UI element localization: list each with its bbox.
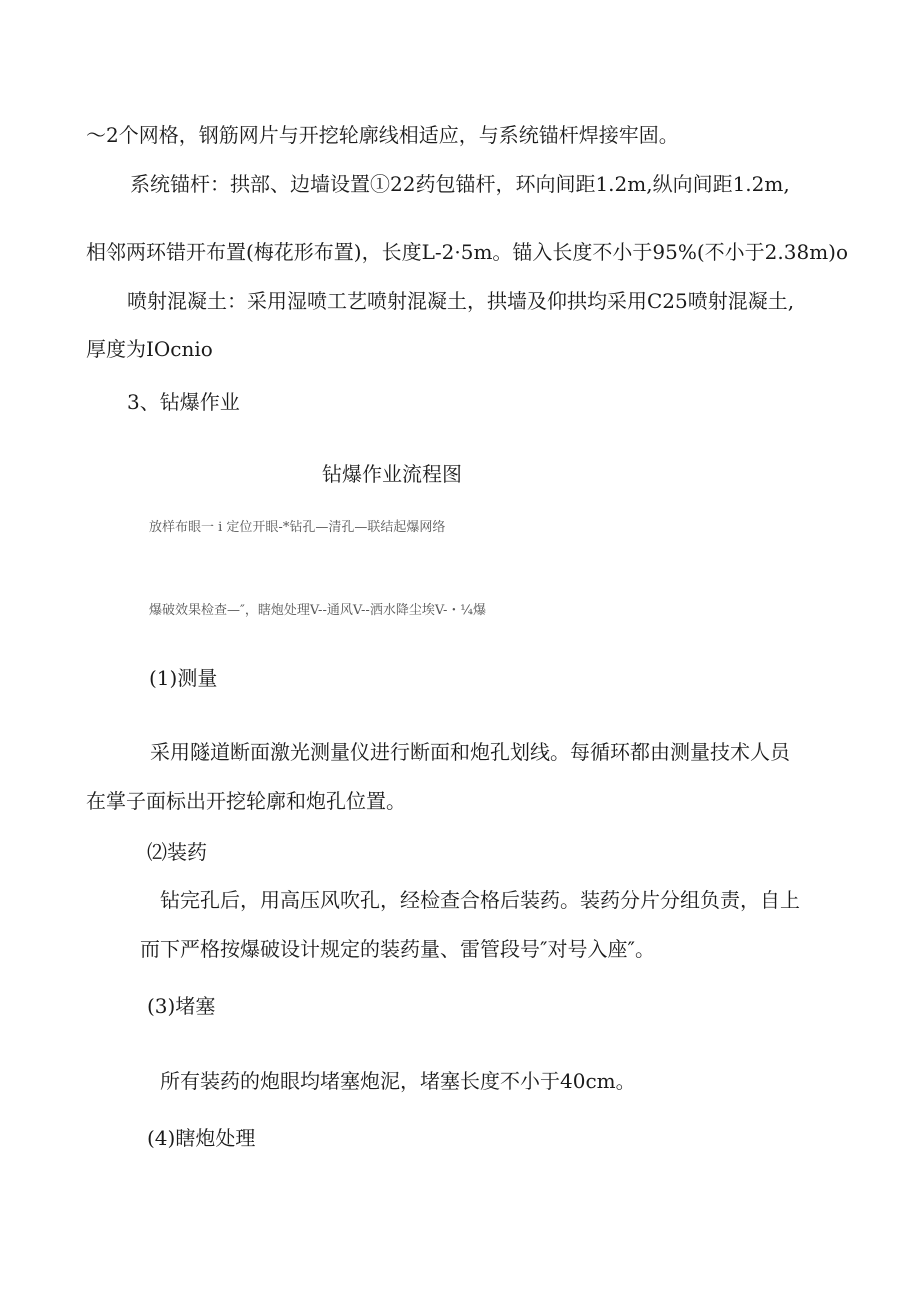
paragraph-line: 而下严格按爆破设计规定的装药量、雷管段号″对号入座″。 [140, 937, 655, 961]
paragraph-line: 所有装药的炮眼均堵塞炮泥，堵塞长度不小于40cm。 [160, 1069, 636, 1093]
flowchart-title: 钻爆作业流程图 [322, 462, 462, 486]
flowchart-step-row-1: 放样布眼一 i 定位开眼-*钻孔—清孔—联结起爆网络 [149, 520, 446, 535]
subsection-heading: (1)测量 [149, 666, 218, 690]
paragraph-line: 钻完孔后，用高压风吹孔，经检查合格后装药。装药分片分组负责，自上 [160, 888, 800, 912]
paragraph-line: 系统锚杆：拱部、边墙设置①22药包锚杆，环向间距1.2m,纵向间距1.2m, [130, 172, 790, 196]
paragraph-line: 厚度为IOcnio [86, 337, 213, 361]
paragraph-line: ～2个网格，钢筋网片与开挖轮廓线相适应，与系统锚杆焊接牢固。 [86, 123, 679, 147]
subsection-heading: (4)瞎炮处理 [147, 1126, 256, 1150]
subsection-heading: ⑵装药 [147, 840, 207, 864]
paragraph-line: 在掌子面标出开挖轮廓和炮孔位置。 [86, 789, 406, 813]
paragraph-line: 喷射混凝土：采用湿喷工艺喷射混凝土，拱墙及仰拱均采用C25喷射混凝土, [127, 289, 795, 313]
paragraph-line: 采用隧道断面激光测量仪进行断面和炮孔划线。每循环都由测量技术人员 [150, 740, 790, 764]
paragraph-line: 相邻两环错开布置(梅花形布置)，长度L-2·5m。锚入长度不小于95%(不小于2.38m)o [86, 240, 849, 264]
flowchart-step-row-2: 爆破效果检查—″，瞎炮处理V--通风V--洒水降尘埃V-・¼爆 [149, 603, 487, 618]
section-heading: 3、钻爆作业 [127, 390, 240, 414]
subsection-heading: (3)堵塞 [147, 994, 216, 1018]
